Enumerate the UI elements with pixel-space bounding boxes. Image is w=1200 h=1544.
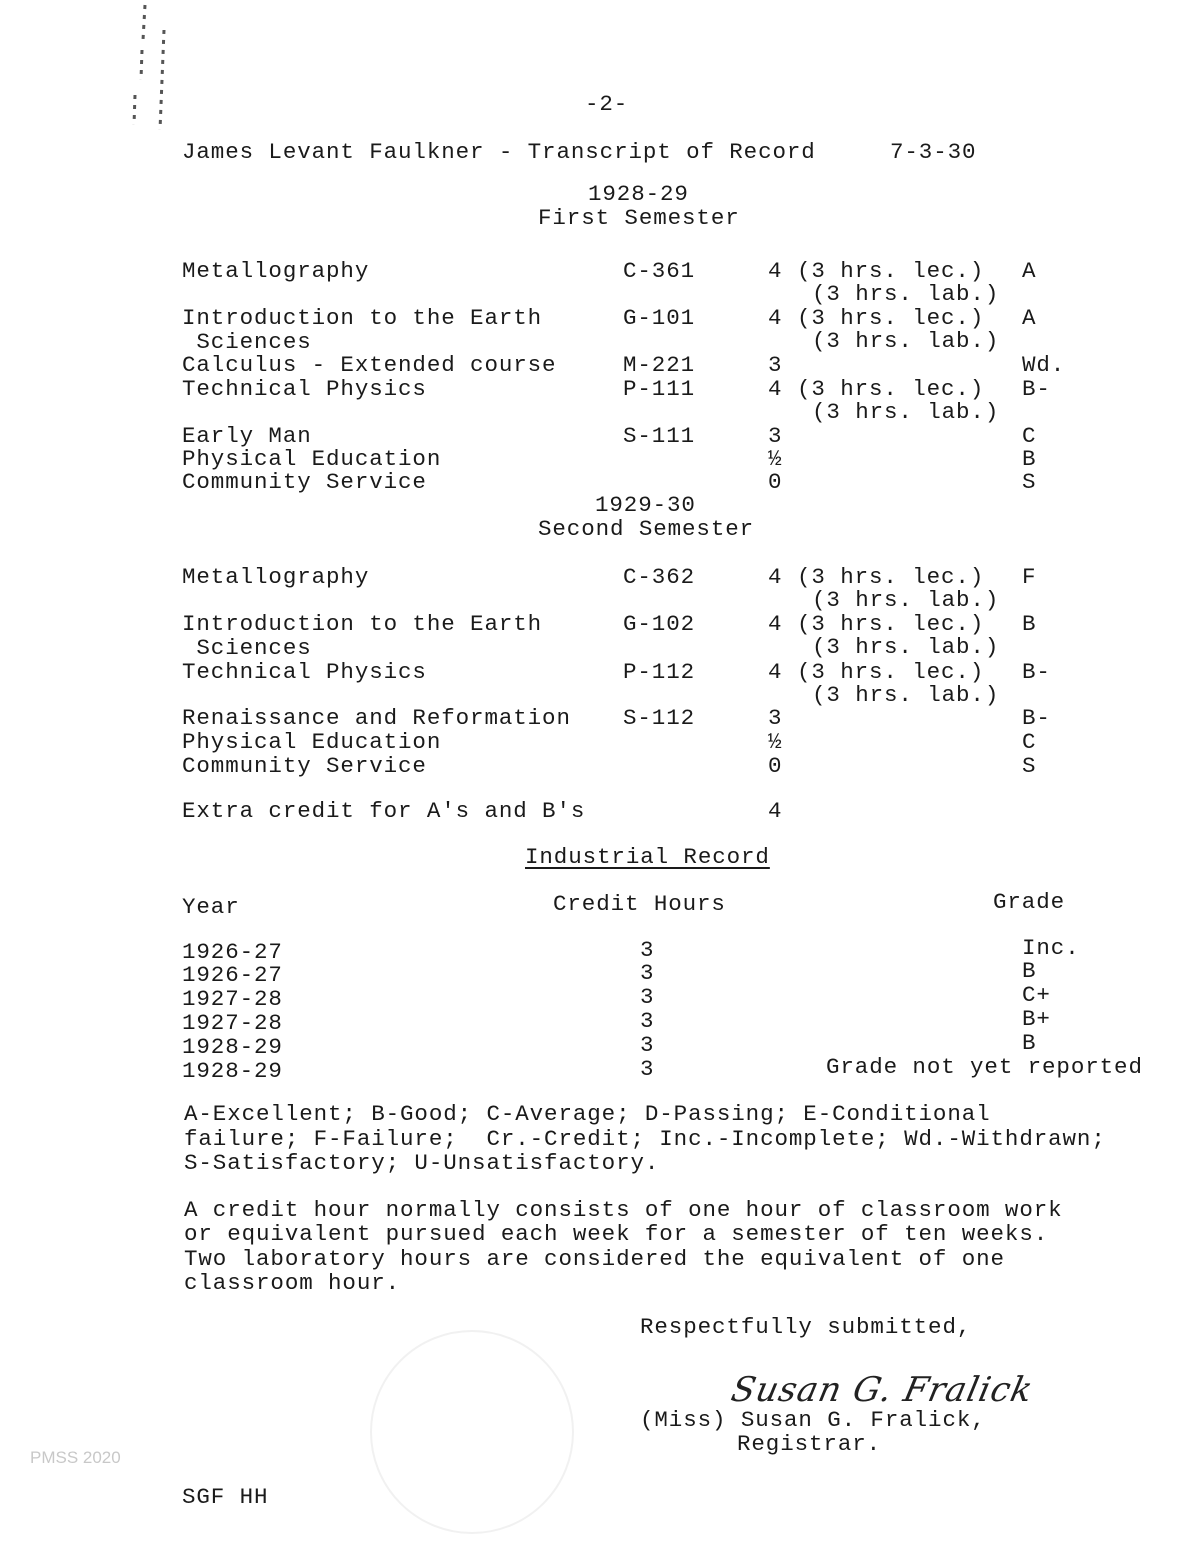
course-hours: (3 hrs. lec.) <box>797 611 985 637</box>
industrial-credit: 3 <box>640 1008 655 1034</box>
course-code: P-112 <box>623 659 696 685</box>
course-name: Technical Physics <box>182 376 427 402</box>
course-credits: ½ <box>768 446 783 472</box>
course-code: M-221 <box>623 352 696 378</box>
course-name: Metallography <box>182 564 370 590</box>
course-name: Metallography <box>182 258 370 284</box>
industrial-grade: B <box>1022 1030 1037 1056</box>
course-name: Physical Education <box>182 729 442 755</box>
legend-line: S-Satisfactory; U-Unsatisfactory. <box>184 1150 660 1176</box>
course-grade: F <box>1022 564 1037 590</box>
course-credits: 3 <box>768 352 783 378</box>
course-credits: 4 <box>768 376 783 402</box>
course-hours: (3 hrs. lec.) <box>797 376 985 402</box>
course-name: Renaissance and Reformation <box>182 705 571 731</box>
course-name: Physical Education <box>182 446 442 472</box>
course-credits: 3 <box>768 705 783 731</box>
course-grade: B- <box>1022 705 1051 731</box>
course-hours: (3 hrs. lab.) <box>812 587 1000 613</box>
industrial-grade: B+ <box>1022 1006 1051 1032</box>
course-code: C-361 <box>623 258 696 284</box>
punch-marks <box>130 0 170 140</box>
page-number: -2- <box>585 91 629 117</box>
industrial-year: 1928-29 <box>182 1034 283 1060</box>
extra-credit-label: Extra credit for A's and B's <box>182 798 586 824</box>
course-name: Calculus - Extended course <box>182 352 557 378</box>
course-name: Community Service <box>182 469 427 495</box>
course-name-continued: Sciences <box>182 329 312 355</box>
semester-label: First Semester <box>538 205 740 231</box>
course-credits: 0 <box>768 469 783 495</box>
course-credits: 4 <box>768 258 783 284</box>
semester-year: 1929-30 <box>595 492 696 518</box>
industrial-grade: B <box>1022 958 1037 984</box>
course-grade: C <box>1022 729 1037 755</box>
note-line: Two laboratory hours are considered the equivalent of one <box>184 1245 1005 1272</box>
signer-title: Registrar. <box>737 1431 882 1457</box>
course-grade: S <box>1022 469 1037 495</box>
course-grade: A <box>1022 305 1037 331</box>
industrial-year: 1927-28 <box>182 986 283 1012</box>
header-credit-hours: Credit Hours <box>553 891 726 917</box>
course-grade: B <box>1022 446 1037 472</box>
course-hours: (3 hrs. lec.) <box>797 659 985 685</box>
course-name: Early Man <box>182 423 312 449</box>
note-line: or equivalent pursued each week for a semester of ten weeks. <box>184 1221 1049 1248</box>
course-hours: (3 hrs. lec.) <box>797 258 985 284</box>
course-code: G-102 <box>623 611 696 637</box>
industrial-credit: 3 <box>640 960 655 986</box>
course-credits: 4 <box>768 659 783 685</box>
course-name: Community Service <box>182 753 427 779</box>
industrial-year: 1928-29 <box>182 1058 283 1084</box>
industrial-credit: 3 <box>640 937 655 963</box>
course-credits: 0 <box>768 753 783 779</box>
watermark: PMSS 2020 <box>30 1448 121 1467</box>
semester-year: 1928-29 <box>588 181 689 207</box>
course-name-continued: Sciences <box>182 635 312 661</box>
course-code: P-111 <box>623 376 696 402</box>
header-grade: Grade <box>993 889 1066 915</box>
extra-credit-value: 4 <box>768 798 783 824</box>
course-hours: (3 hrs. lab.) <box>812 634 1000 660</box>
course-hours: (3 hrs. lab.) <box>812 328 1000 354</box>
course-credits: 4 <box>768 305 783 331</box>
course-hours: (3 hrs. lec.) <box>797 305 985 331</box>
industrial-credit: 3 <box>640 1032 655 1058</box>
course-grade: S <box>1022 753 1037 779</box>
course-credits: ½ <box>768 729 783 755</box>
industrial-year: 1926-27 <box>182 939 283 965</box>
document-date: 7-3-30 <box>890 139 977 165</box>
course-hours: (3 hrs. lab.) <box>812 399 1000 425</box>
course-code: C-362 <box>623 564 696 590</box>
course-credits: 3 <box>768 423 783 449</box>
industrial-credit: 3 <box>640 1056 655 1082</box>
document-title: James Levant Faulkner - Transcript of Record <box>182 139 816 165</box>
industrial-year: 1926-27 <box>182 962 283 988</box>
header-year: Year <box>182 894 240 920</box>
course-hours: (3 hrs. lab.) <box>812 682 1000 708</box>
signature: Susan G. Fralick <box>727 1370 1037 1410</box>
course-credits: 4 <box>768 611 783 637</box>
initials: SGF HH <box>182 1484 269 1510</box>
course-grade: B- <box>1022 659 1051 685</box>
course-hours: (3 hrs. lab.) <box>812 281 1000 307</box>
note-line: A credit hour normally consists of one hour of classroom work <box>184 1197 1063 1223</box>
course-name: Introduction to the Earth <box>182 611 543 637</box>
industrial-credit: 3 <box>640 984 655 1010</box>
course-grade: B- <box>1022 376 1051 402</box>
industrial-grade: Inc. <box>1022 935 1080 961</box>
note-line: classroom hour. <box>184 1269 401 1296</box>
industrial-grade: Grade not yet reported <box>826 1054 1143 1080</box>
industrial-year: 1927-28 <box>182 1010 283 1036</box>
course-grade: A <box>1022 258 1037 284</box>
embossed-seal <box>370 1330 574 1534</box>
industrial-grade: C+ <box>1022 982 1051 1008</box>
course-code: S-111 <box>623 423 696 449</box>
course-name: Introduction to the Earth <box>182 305 543 331</box>
course-code: G-101 <box>623 305 696 331</box>
course-hours: (3 hrs. lec.) <box>797 564 985 590</box>
legend-line: failure; F-Failure; Cr.-Credit; Inc.-Incomplete; Wd.-Withdrawn; <box>184 1125 1106 1152</box>
course-grade: B <box>1022 611 1037 637</box>
industrial-record-title: Industrial Record <box>525 844 770 870</box>
course-grade: Wd. <box>1022 352 1066 378</box>
closing: Respectfully submitted, <box>640 1314 972 1340</box>
legend-line: A-Excellent; B-Good; C-Average; D-Passing; E-Conditional <box>184 1101 991 1127</box>
signer-name: (Miss) Susan G. Fralick, <box>640 1407 986 1433</box>
course-name: Technical Physics <box>182 659 427 685</box>
semester-label: Second Semester <box>538 516 755 542</box>
course-grade: C <box>1022 423 1037 449</box>
course-code: S-112 <box>623 705 696 731</box>
course-credits: 4 <box>768 564 783 590</box>
